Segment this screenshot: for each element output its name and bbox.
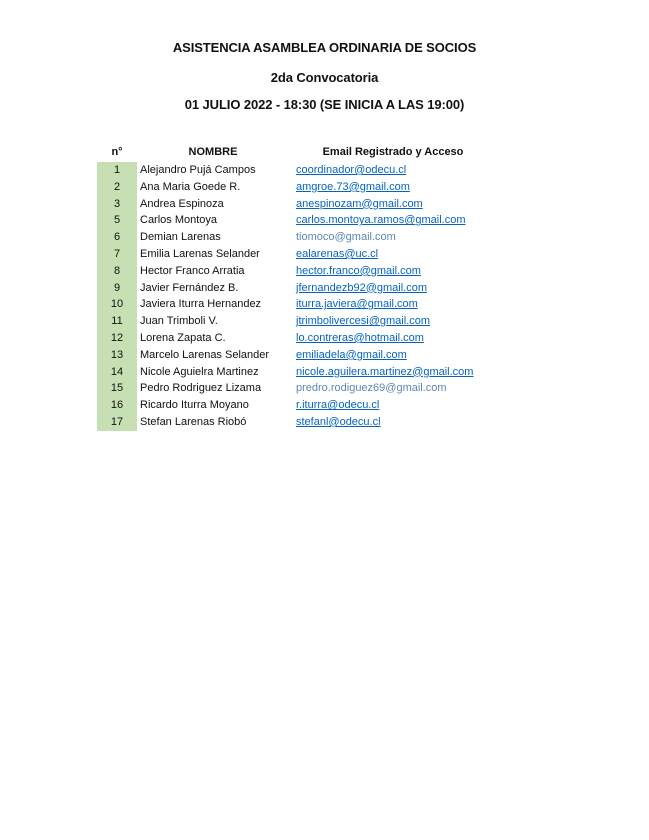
- member-name: Javier Fernández B.: [140, 281, 239, 294]
- row-number: 16: [97, 397, 137, 414]
- table-row: [97, 414, 487, 431]
- row-number: 12: [97, 330, 137, 347]
- row-number: 6: [97, 229, 137, 246]
- table-row: [97, 380, 487, 397]
- row-number: 10: [97, 296, 137, 313]
- row-number: 7: [97, 246, 137, 263]
- email-link[interactable]: r.iturra@odecu.cl: [296, 399, 380, 412]
- table-row: [97, 397, 487, 414]
- member-name: Ana Maria Goede R.: [140, 180, 241, 193]
- row-number: 9: [97, 280, 137, 297]
- member-name: Ricardo Iturra Moyano: [140, 399, 249, 412]
- column-header-name: NOMBRE: [188, 146, 238, 158]
- row-number: 5: [97, 212, 137, 229]
- member-name: Pedro Rodriguez Lizama: [140, 382, 262, 395]
- row-number: 11: [97, 313, 137, 330]
- email-link[interactable]: coordinador@odecu.cl: [296, 164, 407, 176]
- email-link[interactable]: amgroe.73@gmail.com: [296, 180, 410, 193]
- email-link[interactable]: iturra.javiera@gmail.com: [296, 298, 418, 311]
- email-link[interactable]: carlos.montoya.ramos@gmail.com: [296, 214, 466, 227]
- member-name: Javiera Iturra Hernandez: [140, 298, 262, 311]
- document-title: ASISTENCIA ASAMBLEA ORDINARIA DE SOCIOS: [172, 40, 477, 55]
- row-number: 17: [97, 414, 137, 431]
- email-text: tiomoco@gmail.com: [296, 231, 396, 244]
- table-row: [97, 212, 487, 229]
- member-name: Stefan Larenas Riobó: [140, 415, 247, 428]
- email-text: predro.rodiguez69@gmail.com: [296, 382, 447, 395]
- member-name: Nicole Aguielra Martinez: [140, 365, 259, 378]
- table-row: [97, 179, 487, 196]
- table-body: [97, 162, 487, 431]
- table-row: [97, 162, 487, 179]
- member-name: Andrea Espinoza: [140, 197, 224, 210]
- member-name: Carlos Montoya: [140, 214, 218, 227]
- row-number: 1: [97, 162, 137, 179]
- email-link[interactable]: hector.franco@gmail.com: [296, 264, 421, 277]
- session-datetime: 01 JULIO 2022 - 18:30 (SE INICIA A LAS 19:00): [184, 97, 465, 112]
- row-number: 13: [97, 347, 137, 364]
- column-header-number: n°: [111, 146, 123, 158]
- member-name: Juan Trimboli V.: [140, 315, 218, 328]
- table-row: [97, 196, 487, 213]
- row-number: 14: [97, 364, 137, 381]
- member-name: Emilia Larenas Selander: [140, 247, 260, 260]
- table-row: [97, 347, 487, 364]
- table-row: [97, 263, 487, 280]
- table-row: [97, 313, 487, 330]
- email-link[interactable]: lo.contreras@hotmail.com: [296, 331, 424, 344]
- table-row: [97, 246, 487, 263]
- member-name: Marcelo Larenas Selander: [140, 348, 270, 361]
- row-number: 8: [97, 263, 137, 280]
- email-link[interactable]: stefanl@odecu.cl: [296, 415, 381, 428]
- member-name: Demian Larenas: [140, 231, 221, 244]
- table-row: [97, 280, 487, 297]
- member-name: Lorena Zapata C.: [140, 331, 226, 344]
- member-name: Hector Franco Arratia: [140, 264, 245, 277]
- member-name: Alejandro Pujá Campos: [140, 164, 256, 176]
- row-number: 3: [97, 196, 137, 213]
- table-row: [97, 364, 487, 381]
- email-link[interactable]: nicole.aguilera.martinez@gmail.com: [296, 365, 474, 378]
- email-link[interactable]: anespinozam@gmail.com: [296, 197, 423, 210]
- attendance-table: [97, 146, 487, 431]
- email-link[interactable]: emiliadela@gmail.com: [296, 348, 407, 361]
- table-row: [97, 330, 487, 347]
- row-number: 15: [97, 380, 137, 397]
- row-number: 2: [97, 179, 137, 196]
- table-row: [97, 229, 487, 246]
- email-link[interactable]: jtrimbolivercesi@gmail.com: [296, 315, 431, 328]
- document-subtitle: 2da Convocatoria: [270, 70, 379, 85]
- column-header-email: Email Registrado y Acceso: [322, 146, 464, 158]
- email-link[interactable]: jfernandezb92@gmail.com: [296, 281, 428, 294]
- table-row: [97, 296, 487, 313]
- table-header: [97, 146, 487, 162]
- email-link[interactable]: ealarenas@uc.cl: [296, 247, 379, 260]
